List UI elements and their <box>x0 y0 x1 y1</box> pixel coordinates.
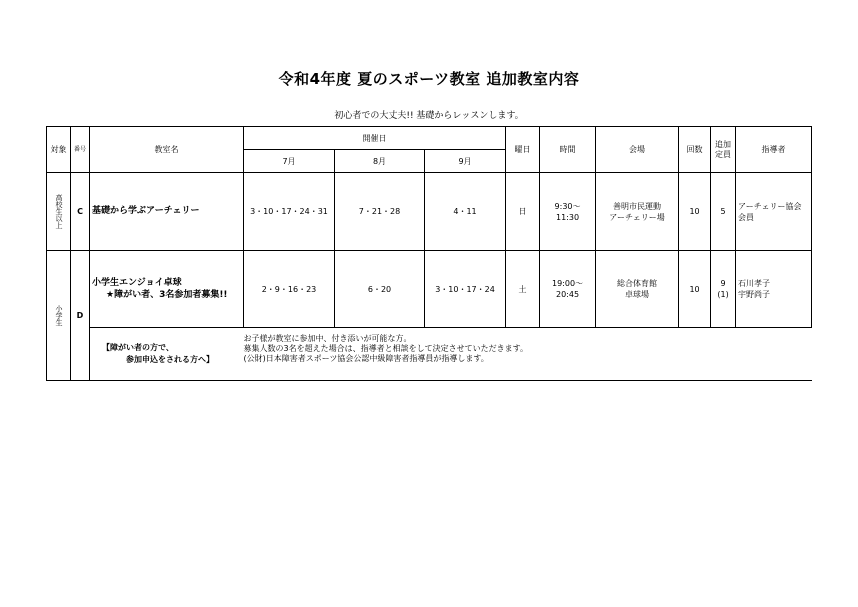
row-d-venue-line1: 総合体育館 <box>617 279 658 288</box>
header-weekday: 曜日 <box>506 127 540 173</box>
row-c-target: 高校生以上 <box>47 173 71 251</box>
row-d-class-name <box>90 251 244 328</box>
row-d-venue <box>596 251 679 328</box>
note-line-2: 募集人数の3名を超えた場合は、指導者と相談をして決定させていただきます。 <box>243 344 528 353</box>
row-c-venue-line1: 善明市民運動 <box>613 201 662 211</box>
header-dates: 開催日 <box>244 127 506 150</box>
row-d-class-name-line1: 小学生エンジョイ卓球 <box>92 278 182 288</box>
row-d-time-end: 20:45 <box>556 290 580 299</box>
row-c-capacity: 5 <box>711 173 736 251</box>
row-c-time-start: 9:30～ <box>554 201 581 211</box>
row-c-instructor-line1: アーチェリー協会 <box>738 201 802 211</box>
header-month-aug: 8月 <box>335 150 425 173</box>
header-number: 番号 <box>71 127 90 173</box>
row-d-capacity <box>711 251 736 328</box>
row-c-weekday: 日 <box>506 173 540 251</box>
header-time: 時間 <box>540 127 596 173</box>
row-d-class-name-line2: ★障がい者、3名参加者募集!! <box>106 290 228 300</box>
row-c-class-name: 基礎から学ぶアーチェリー <box>90 173 244 251</box>
row-d-capacity-line1: 9 <box>720 279 726 288</box>
row-d-jul: 2・9・16・23 <box>244 251 335 328</box>
note-label <box>90 328 244 381</box>
row-c-time-end: 11:30 <box>556 212 580 222</box>
note-line-1: お子様が教室に参加中、付き添いが可能な方。 <box>243 334 412 343</box>
row-d-weekday: 土 <box>506 251 540 328</box>
row-c-instructor <box>736 173 812 251</box>
row-c-count: 10 <box>679 173 711 251</box>
class-schedule-table <box>46 126 812 381</box>
row-c-instructor-line2: 会員 <box>738 212 755 222</box>
row-d-code: D <box>71 251 90 381</box>
page-title: 令和4年度 夏のスポーツ教室 追加教室内容 <box>278 70 580 88</box>
header-extra-capacity: 追加定員 <box>711 127 736 173</box>
header-class-name: 教室名 <box>90 127 244 173</box>
note-row <box>47 328 812 381</box>
row-d-count: 10 <box>679 251 711 328</box>
note-text <box>244 328 812 381</box>
row-d-venue-line2: 卓球場 <box>625 290 650 299</box>
header-row-1 <box>47 127 812 150</box>
row-c-venue <box>596 173 679 251</box>
row-d-instructor <box>736 251 812 328</box>
row-d-target: 小学生 <box>47 251 71 381</box>
header-month-sep: 9月 <box>425 150 506 173</box>
row-c-code: C <box>71 173 90 251</box>
row-d-capacity-line2: (1) <box>717 290 729 299</box>
header-month-jul: 7月 <box>244 150 335 173</box>
row-c-aug: 7・21・28 <box>335 173 425 251</box>
header-target: 対象 <box>47 127 71 173</box>
row-d-aug: 6・20 <box>335 251 425 328</box>
table-row <box>47 251 812 328</box>
row-d-instructor-line1: 石川孝子 <box>738 279 771 288</box>
note-line-3: (公財)日本障害者スポーツ協会公認中級障害者指導員が指導します。 <box>243 354 489 363</box>
header-instructor: 指導者 <box>736 127 812 173</box>
row-c-jul: 3・10・17・24・31 <box>244 173 335 251</box>
row-c-time <box>540 173 596 251</box>
note-label-line2: 参加申込をされる方へ】 <box>126 355 214 364</box>
row-c-venue-line2: アーチェリー場 <box>609 212 665 222</box>
note-label-line1: 【障がい者の方で、 <box>102 343 174 352</box>
header-count: 回数 <box>679 127 711 173</box>
header-venue: 会場 <box>596 127 679 173</box>
row-d-time-start: 19:00～ <box>552 279 584 288</box>
page-subtitle: 初心者での大丈夫!! 基礎からレッスンします。 <box>334 111 524 121</box>
row-c-sep: 4・11 <box>425 173 506 251</box>
row-d-time <box>540 251 596 328</box>
row-d-sep: 3・10・17・24 <box>425 251 506 328</box>
row-d-instructor-line2: 宇野尚子 <box>738 290 771 299</box>
table-row <box>47 173 812 251</box>
